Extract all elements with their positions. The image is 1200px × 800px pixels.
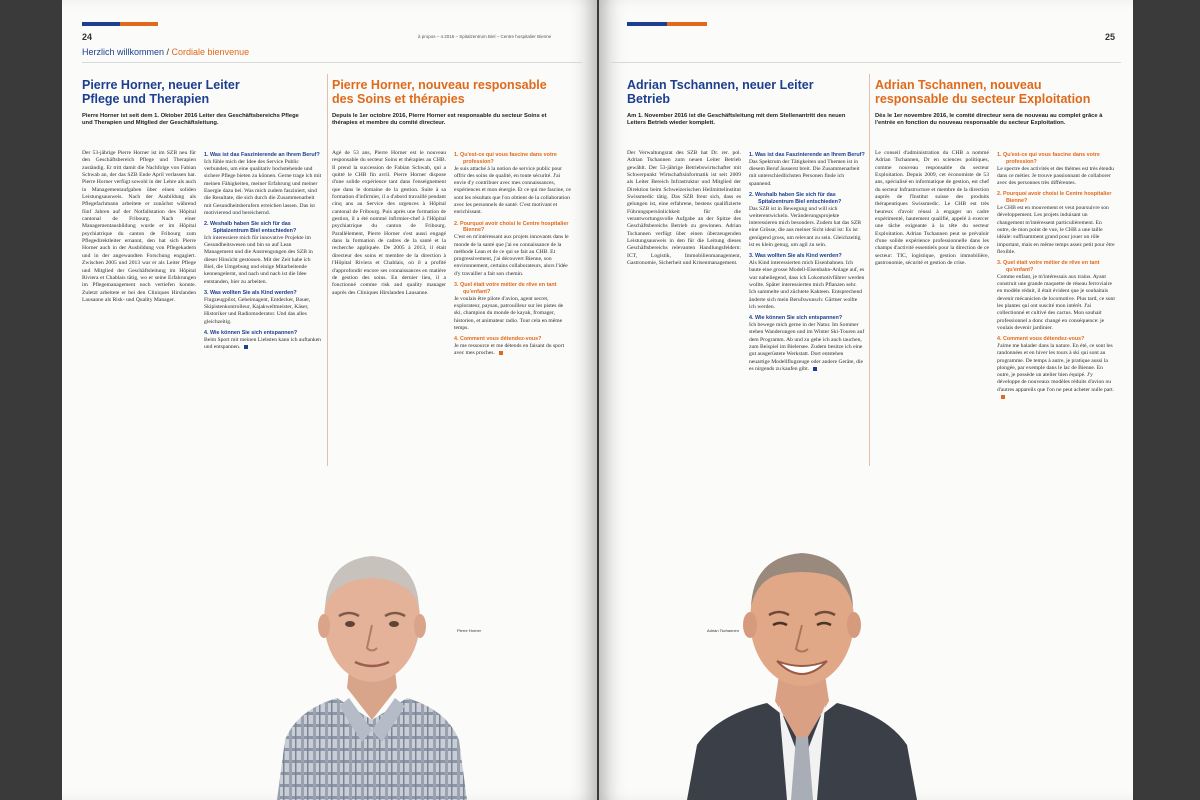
right-page — [599, 0, 1133, 800]
answer: Das SZB ist in Bewegung und will sich weiterentwickeln. Veränderungsprojekte interessieren mich besonders. Zudem hat das SZB eine Grösse, die aus meiner Sicht ideal ist: Es ist genügend gross, um relevant zu sein. Gleichzeitig ist es klein genug, um agil zu sein. — [749, 205, 862, 249]
column-separator — [327, 74, 328, 466]
question: 3. Quel était votre métier de rêve en tant qu'enfant? — [454, 282, 557, 295]
qa-item — [749, 253, 865, 311]
article-title-fr: Adrian Tschannen, nouveau responsable du secteur Exploitation — [875, 78, 1091, 106]
qa-item — [997, 152, 1115, 187]
interview-fr — [997, 148, 1115, 548]
question: 1. Was ist das Faszinierende an Ihrem Beruf? — [749, 152, 865, 158]
orange-accent-bar — [120, 22, 158, 26]
answer: Flugzeugpilot, Geheimagent, Entdecker, Bauer, Skipistenkontrolleur, Kajakweltmeister, Käser, Historiker und Radiomoderator. Und das alles gleichzeitig. — [204, 296, 311, 325]
qa-item — [454, 282, 572, 332]
qa-item — [204, 152, 322, 217]
question: 1. Was ist das Faszinierende an Ihrem Beruf? — [204, 152, 320, 158]
question: 3. Was wollten Sie als Kind werden? — [749, 253, 842, 260]
photo-caption: Adrian Tschannen — [707, 628, 739, 633]
qa-item — [997, 191, 1115, 256]
end-mark — [244, 345, 248, 349]
question: 3. Was wollten Sie als Kind werden? — [204, 289, 297, 296]
section-title-de: Herzlich willkommen — [82, 47, 165, 57]
answer: Je voulais être pilote d'avion, agent secret, explorateur, paysan, patrouilleur sur les pistes de ski, champion du monde de kayak, fromager, historien, et animateur radio. Tout cela en même temps. — [454, 295, 564, 331]
answer: Je suis attaché à la notion de service public pour offrir des soins de qualité, en toute sécurité. J'ai envie d'y contribuer avec mes connaissances, expériences et mon énergie. Et ce qui me fascine, ce sont les résultats que l'on obtient de la collaboration avec les personnels de santé. C'est motivant et enrichissant. — [454, 165, 571, 216]
interview-fr — [454, 148, 572, 478]
answer: Le CHB est en mouvement et veut poursuivre son développement. Les projets induisant un changement m'intéressent particulièrement. En outre, de mon point de vue, le CHB a une taille idéale: suffisamment grand pour jouer un rôle important, mais en même temps assez petit pour être flexible. — [997, 205, 1115, 255]
qa-item — [454, 336, 572, 357]
answer: Comme enfant, je m'intéressais aux trains. Ayant construit une grande maquette de réseau ferroviaire en modèle réduit, il était évident que je souhaitais devenir mécanicien de locomotive. Plus tard, ce sont les plantes qui ont suscité mon intérêt. J'ai collectionné et cultivé des cactus. Mon souhait professionnel a donc changé en conséquence: je voulais devenir jardinier. — [997, 273, 1115, 331]
question: 1. Qu'est-ce qui vous fascine dans votre profession? — [997, 152, 1100, 165]
page-number: 25 — [1105, 32, 1116, 42]
qa-item — [997, 260, 1115, 332]
column-separator — [869, 74, 870, 466]
photo-caption: Pierre Horner — [457, 628, 482, 633]
orange-accent-bar — [667, 22, 707, 26]
article-lead-fr: Depuis le 1er octobre 2016, Pierre Horner est responsable du secteur Soins et thérapies et membre du comité directeur. — [332, 113, 547, 127]
section-title-fr: Cordiale bienvenue — [171, 47, 250, 57]
header-rule — [82, 62, 582, 63]
answer: C'est en m'intéressant aux projets innovants dans le monde de la santé que j'ai eu connaissance de la méthode Lean et de ce qui se fait au CHB. Et progressivement, j'ai découvert Bienne, son environnement, certains collaborateurs, alors l'idée d'y travailler a fait son chemin. — [454, 234, 569, 277]
question: 2. Weshalb haben Sie sich für das Spitalzentrum Biel entschieden? — [204, 221, 297, 234]
page-number: 24 — [82, 32, 93, 42]
qa-item — [204, 290, 322, 326]
blue-accent-bar — [627, 22, 667, 26]
article-body-fr: Agé de 53 ans, Pierre Horner est le nouveau responsable du secteur Soins et thérapies au CHB. Il prend la succession de Fabian Schwab, qui a quitté le CHB fin avril. Pierre Horner dispose d'une solide expérience tant dans l'enseignement que dans le domaine de la gestion. Suite à sa formation d'infirmier, il a d'abord travaillé pendant cinq ans au Service des urgences à Hôpital cantonal de Fribourg. Puis après une formation de gestion, il a été nommé infirmier-chef à l'Hôpital psychiatrique du canton de Fribourg. Parallèlement, Pierre Horner s'est aussi engagé dans la formation de cadres de la santé et la recherche appliquée. De 2005 à 2013, il était directeur des soins et membre de la direction à l'Hôpital Riviera et Chablais, où il a profité d'approfondir encore ses connaissances en matière de gestion des soins. En dernier lieu, il a fonctionné comme risk and quality manager auprès des Cliniques Hirslanden Lausanne. — [332, 150, 446, 296]
interview-de — [204, 148, 322, 498]
article-lead-de: Pierre Horner ist seit dem 1. Oktober 2016 Leiter des Geschäftsbereichs Pflege und Therapien und Mitglied der Geschäftsleitung. — [82, 113, 299, 127]
qa-item — [204, 330, 322, 351]
blue-accent-bar — [82, 22, 120, 26]
section-title — [82, 47, 249, 57]
answer: Beim Sport mit meinen Liebsten kann ich auftanken und entspannen. — [204, 336, 321, 350]
question: 4. Wie können Sie sich entspannen? — [204, 329, 298, 336]
question: 2. Pourquoi avoir choisi le Centre hospitalier Bienne? — [454, 220, 569, 234]
question: 2. Weshalb haben Sie sich für das Spitalzentrum Biel entschieden? — [749, 191, 842, 205]
end-mark — [499, 351, 503, 355]
article-title-de: Pierre Horner, neuer Leiter Pflege und Therapien — [82, 78, 240, 106]
portrait-adrian-tschannen — [687, 515, 917, 800]
question: 4. Wie können Sie sich entspannen? — [749, 315, 843, 322]
interview-de — [749, 148, 865, 528]
answer: Ich fühle mich der Idee des Service Public verbunden, um eine qualitativ hochstehende und sichere Pflege bieten zu können. Gerne trage ich mit meinen Fähigkeiten, meiner Erfahrung und meiner Energie dazu bei. Was mich zudem fasziniert, sind die Resultate, die sich durch die Zusammenarbeit mit Gesundheitsberufern erreichen lassen. Das ist motivierend und bereichernd. — [204, 158, 322, 216]
article-lead-de: Am 1. November 2016 ist die Geschäftsleitung mit dem Stellenantritt des neuen Leiters Betrieb wieder komplett. — [627, 113, 846, 127]
qa-item — [749, 152, 865, 188]
answer: Ich bewege mich gerne in der Natur. Im Sommer stehen Wanderungen und im Winter Ski-Touren auf dem Programm. Ab und zu gehe ich auch tauchen, zum Beispiel im Bielersee. Zudem besitze ich eine gut ausgerüstete Werkstatt. Dort entstehen neuartige Modellflugzeuge oder andere Geräte, die es nirgends zu kaufen gibt. — [749, 322, 865, 372]
question: 4. Comment vous détendez-vous? — [454, 336, 542, 343]
article-lead-fr: Dès le 1er novembre 2016, le comité directeur sera de nouveau au complet grâce à l'entrée en fonction du nouveau responsable du secteur Exploitation. — [875, 113, 1103, 127]
question: 4. Comment vous détendez-vous? — [997, 336, 1085, 343]
end-mark — [1001, 395, 1005, 399]
qa-item — [454, 221, 572, 278]
qa-item — [749, 315, 865, 373]
end-mark — [813, 367, 817, 371]
answer: Le spectre des activités et des thèmes est très étendu dans ce métier. Je trouve passionnant de collaborer avec des personnes très différentes. — [997, 165, 1114, 187]
question: 2. Pourquoi avoir choisi le Centre hospitalier Bienne? — [997, 191, 1112, 205]
article-body-de: Der 53-jährige Pierre Horner ist im SZB neu für den Geschäftsbereich Pflege und Therapien zuständig. Er tritt damit die Nachfolge von Fabian Schwab an, der das SZB Ende April verlassen hat. Pierre Horner verfügt sowohl in der Lehre als auch in Managementaufgaben über einen soliden Leistungsausweis. Nach der Ausbildung als Pflegefachmann arbeitete er zunächst während fünf Jahren auf der Notfallstation des Hôpital cantonal de Fribourg. Nach einer Managementausbildung wurde er im Hôpital psychiatrique du canton de Fribourg zum Pflegedirektleiter ernannt, den hat sich Pierre Horner auch in der Ausbildung von Pflegekadern und in der angewandten Forschung engagiert. Zwischen 2005 und 2013 war er als Leiter Pflege und Mitglied der Geschäftsleitung im Hôpital Riviera et Chablais tätig, wo er seine Erfahrungen im Pflegemanagement noch vertiefen konnte. Zuletzt arbeitete er bei den Cliniques Hirslanden Lausanne als Risk- und Quality Manager. — [82, 150, 196, 303]
article-body-de: Der Verwaltungsrat des SZB hat Dr. rer. pol. Adrian Tschannen zum neuen Leiter Betrieb gewählt. Der 53-jährige Betriebswirtschafter mit Schwerpunkt Wirtschaftsinformatik ist seit 2009 als Leiter Bereich Infrastruktur und Mitglied der Direktion beim Schweizerischen Heilmittelinstitut Swissmedic tätig. Das SZB freut sich, dass es gelungen ist, eine erfahrene, bestens qualifizierte Führungspersönlichkeit für die verantwortungsvolle Aufgabe an der Spitze des Geschäftsbereichs Betrieb zu gewinnen. Adrian Tschannen verfügt über einen überzeugenden Leistungsausweis in den für die Leitung dieses Geschäftsbereichs relevanten Handlungsfeldern: ICT, Logistik, Immobilienmanagement, Gastronomie, Sicherheit und Krisenmanagement. — [627, 150, 741, 267]
article-title-de: Adrian Tschannen, neuer Leiter Betrieb — [627, 78, 814, 106]
header-rule — [611, 62, 1121, 63]
qa-item — [204, 221, 322, 286]
qa-item — [454, 152, 572, 217]
article-body-fr: Le conseil d'administration du CHB a nommé Adrian Tschannen, Dr en sciences politiques, comme nouveau responsable du secteur Exploitation. Depuis 2009, cet économiste de 53 ans, spécialisé en informatique de gestion, est chef du secteur Infrastructure et membre de la direction auprès de l'Institut suisse des produits thérapeutiques Swissmedic. Le CHB est très heureux d'avoir réussi à engager un cadre expérimenté, hautement qualifié, appelé à exercer une tâche exigeante à la tête du secteur Exploitation. Adrian Tschannen peut se prévaloir d'une solide expérience professionnelle dans les champs d'activité essentiels pour la direction de ce secteur: TIC, logistique, gestion immobilière, gastronomie, sécurité et gestion de crise. — [875, 150, 989, 267]
section-separator: / — [164, 47, 172, 57]
answer: Ich interessiere mich für innovative Projekte im Gesundheitswesen und bin so auf Lean Management und die Anstrengungen des SZB in dieser Hinsicht gestossen. Mit der Zeit habe ich Biel, die Umgebung und einige Mitarbeitende kennengelernt, und nach und nach ist die Idee entstanden, hier zu arbeiten. — [204, 234, 313, 285]
qa-item — [997, 336, 1115, 401]
question: 3. Quel était votre métier de rêve en tant qu'enfant? — [997, 260, 1100, 273]
left-page — [62, 0, 597, 800]
running-head: à propos – 4.2016 – Spitalzentrum Biel – Centre hospitalier Bienne — [418, 34, 552, 39]
answer: Je me ressource et me détends en faisant du sport avec mes proches. — [454, 342, 565, 357]
question: 1. Qu'est-ce qui vous fascine dans votre profession? — [454, 152, 557, 165]
article-title-fr: Pierre Horner, nouveau responsable des Soins et thérapies — [332, 78, 547, 106]
answer: J'aime me balader dans la nature. En été, ce sont les randonnées et en hiver les tours à ski qui sont au programme. De temps à autre, je pratique aussi la plongée, par exemple dans le lac de Bienne. En outre, je possède un atelier bien équipé. J'y développe de nouveaux modèles réduits d'avion ou d'autres appareils que l'on ne peut acheter nulle part. — [997, 343, 1115, 401]
answer: Als Kind interessierten mich Eisenbahnen. Ich baute eine grosse Modell-Eisenbahn-Anlage auf, es war naheliegend, dass ich Lokomotivführer werden wollte. Später interessierten mich Pflanzen sehr. Ich sammelte und züchtete Kakteen. Entsprechend änderte sich mein Berufswunsch: Gärtner wollte ich werden. — [749, 260, 865, 310]
answer: Das Spektrum der Tätigkeiten und Themen ist in diesem Beruf äusserst breit. Die Zusammenarbeit mit unterschiedlichsten Personen finde ich spannend. — [749, 158, 860, 187]
portrait-pierre-horner — [277, 520, 467, 800]
qa-item — [749, 192, 865, 249]
